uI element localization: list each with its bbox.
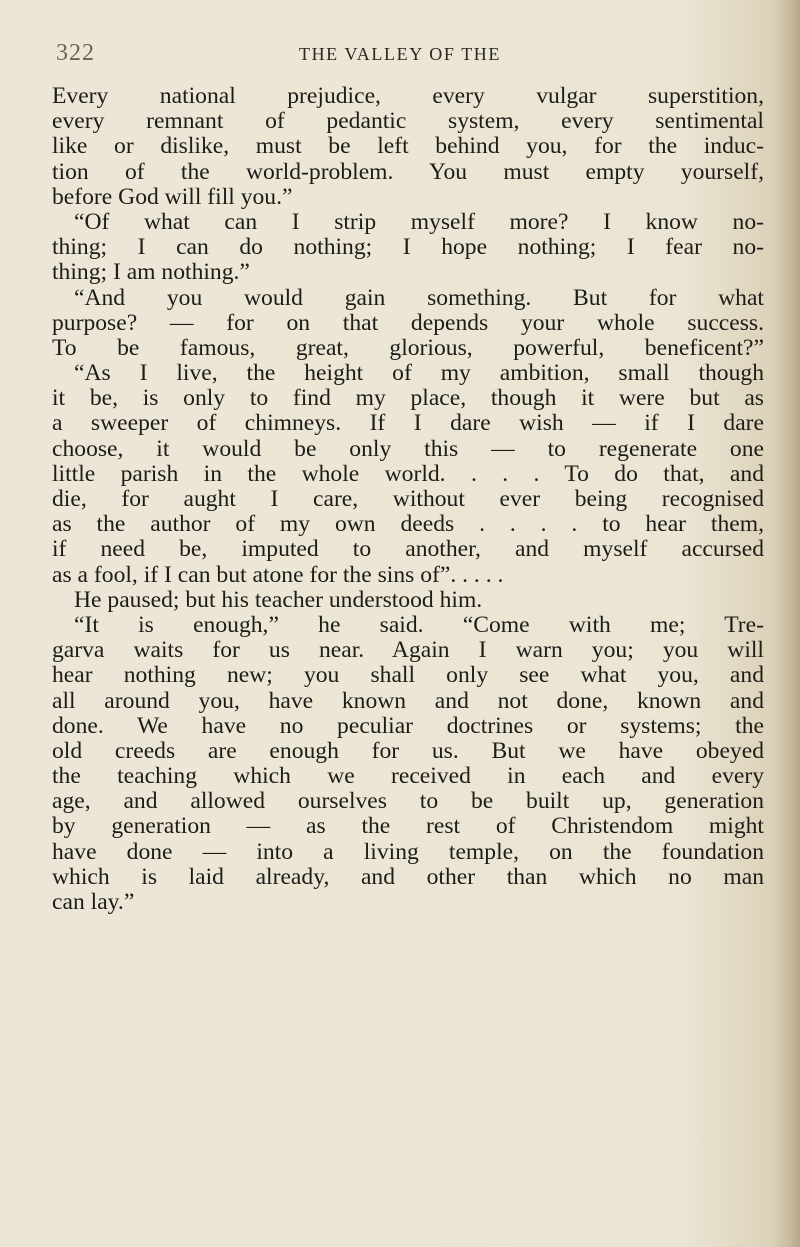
text-line: “It is enough,” he said. “Come with me; Tre- (74, 611, 764, 638)
text-line: old creeds are enough for us. But we have obeyed (52, 737, 764, 764)
text-line: “Of what can I strip myself more? I know no- (74, 208, 764, 235)
text-line: thing; I can do nothing; I hope nothing; I fear no- (52, 234, 764, 261)
text-line: thing; I am nothing.” (52, 259, 250, 286)
text-line: He paused; but his teacher understood him. (74, 586, 483, 613)
text-line: can lay.” (52, 889, 135, 915)
text-line: which is laid already, and other than which no man (52, 863, 764, 890)
text-line: “And you would gain something. But for what (74, 284, 764, 311)
running-head: THE VALLEY OF THE (298, 44, 502, 64)
page-edge-shadow (772, 0, 800, 1247)
text-line: done. We have no peculiar doctrines or systems; the (52, 712, 764, 739)
text-line: little parish in the whole world. . . . To do that, and (52, 460, 764, 487)
text-line: it be, is only to find my place, though it were but as (52, 385, 764, 412)
text-line: age, and allowed ourselves to be built up, generation (52, 788, 764, 815)
text-line: by generation — as the rest of Christendom might (52, 813, 764, 840)
text-line: Every national prejudice, every vulgar superstition, (52, 83, 764, 109)
text-line: a sweeper of chimneys. If I dare wish — if I dare (52, 410, 764, 437)
text-line: garva waits for us near. Again I warn you; you will (52, 637, 764, 664)
text-line: “As I live, the height of my ambition, small though (74, 360, 764, 387)
text-line: like or dislike, must be left behind you, for the induc- (52, 133, 764, 160)
text-line: hear nothing new; you shall only see what you, and (52, 662, 764, 689)
text-line: tion of the world-problem. You must empty yourself, (52, 158, 764, 185)
text-line: before God will fill you.” (52, 183, 293, 210)
page-number: 322 (56, 40, 95, 66)
text-line: choose, it would be only this — to regenerate one (52, 435, 764, 462)
text-line: every remnant of pedantic system, every sentimental (52, 108, 764, 135)
text-line: have done — into a living temple, on the foundation (52, 838, 764, 865)
text-line: all around you, have known and not done, known and (52, 687, 764, 714)
text-line: as the author of my own deeds . . . . to hear them, (52, 511, 764, 538)
text-line: if need be, imputed to another, and myself accursed (52, 536, 764, 563)
text-line: the teaching which we received in each and every (52, 763, 764, 790)
text-line: To be famous, great, glorious, powerful, beneficent?” (52, 334, 764, 361)
body-text (52, 84, 764, 915)
text-line: purpose? — for on that depends your whole success. (52, 309, 764, 336)
text-line: as a fool, if I can but atone for the sins of”. . . . . (52, 561, 504, 588)
text-line: die, for aught I care, without ever being recognised (52, 486, 764, 512)
page-header (50, 40, 750, 72)
